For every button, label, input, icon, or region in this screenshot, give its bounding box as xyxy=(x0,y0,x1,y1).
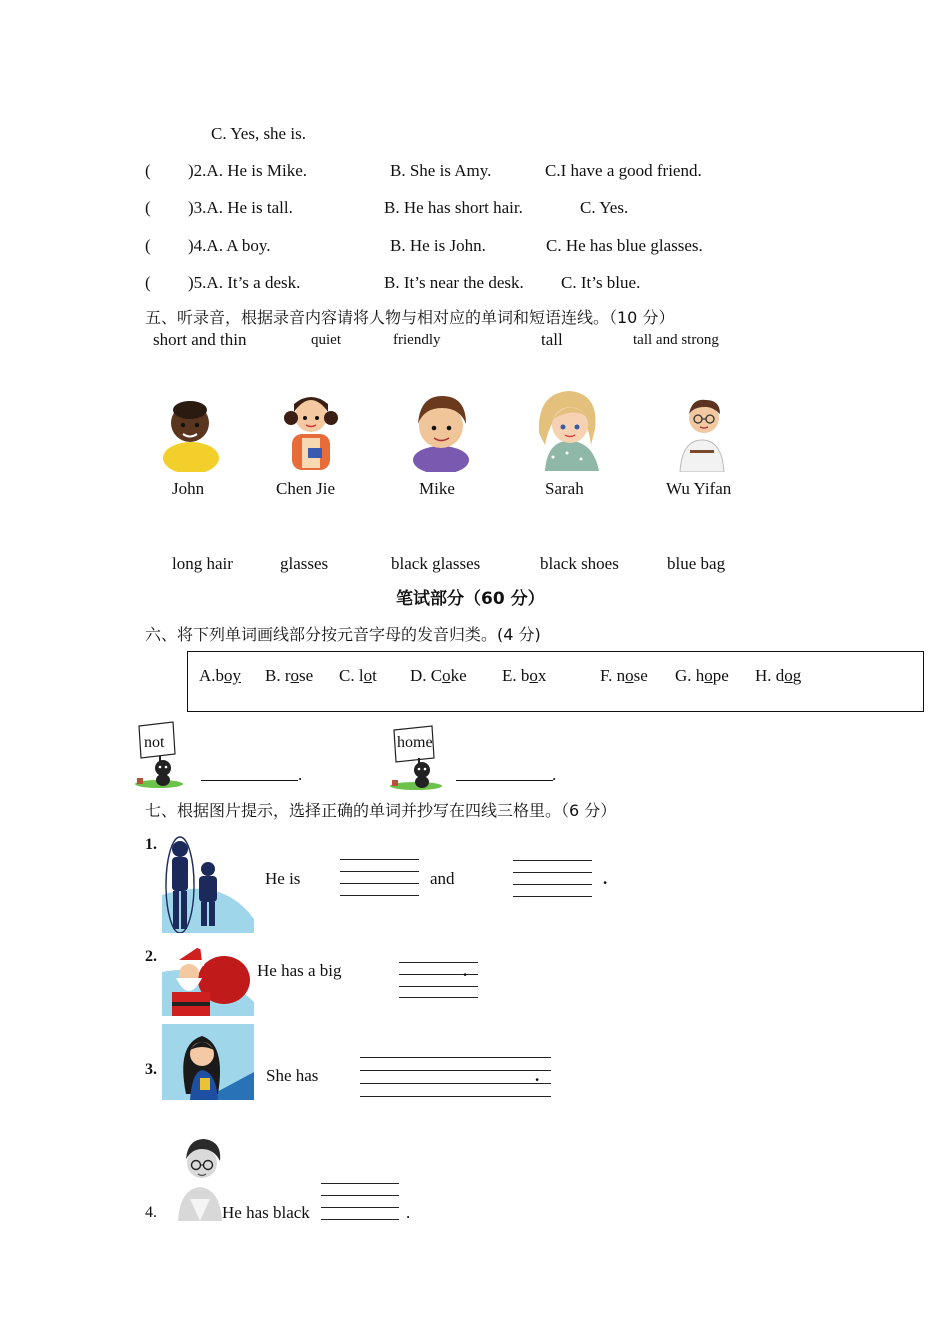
item1-writing-lines-1[interactable] xyxy=(340,859,419,896)
q2-option-c: C.I have a good friend. xyxy=(545,161,702,180)
name-mike: Mike xyxy=(419,479,455,498)
item4-text: He has black xyxy=(222,1203,310,1222)
q3-option-b: B. He has short hair. xyxy=(384,198,523,217)
name-john: John xyxy=(172,479,205,498)
item1-writing-lines-2[interactable] xyxy=(513,860,592,897)
written-section-title: 笔试部分（60 分） xyxy=(396,589,545,609)
q2-paren: ( xyxy=(145,161,151,180)
q2-option-b: B. She is Amy. xyxy=(390,161,492,180)
word-long-hair: long hair xyxy=(172,554,233,573)
word-h-dog: H. dog xyxy=(755,666,802,685)
word-friendly: friendly xyxy=(393,332,441,348)
boy-with-glasses-illustration xyxy=(176,1137,224,1221)
word-a-boy: A.boy xyxy=(199,666,242,685)
item3-number: 3. xyxy=(145,1061,157,1078)
answer-blank-home[interactable] xyxy=(456,780,553,781)
chen-jie-illustration xyxy=(278,390,344,472)
q5-option-b: B. It’s near the desk. xyxy=(384,273,524,292)
word-c-lot: C. lot xyxy=(339,666,377,685)
item1-period: . xyxy=(603,869,608,888)
q1-option-c: C. Yes, she is. xyxy=(211,124,306,143)
item1-text-he-is: He is xyxy=(265,869,301,888)
word-g-hope: G. hope xyxy=(675,666,729,685)
word-e-box: E. box xyxy=(502,666,547,685)
blank-period-1: . xyxy=(298,765,303,784)
q3-paren: ( xyxy=(145,198,151,217)
item2-number: 2. xyxy=(145,948,157,965)
item4-number: 4. xyxy=(145,1204,157,1221)
q2-option-a: )2.A. He is Mike. xyxy=(188,161,307,180)
word-blue-bag: blue bag xyxy=(667,554,726,573)
blank-period-2: . xyxy=(552,765,557,784)
word-glasses: glasses xyxy=(280,554,329,573)
sarah-illustration xyxy=(533,383,605,471)
item2-period: . xyxy=(463,961,468,980)
john-illustration xyxy=(160,398,222,472)
item3-period: . xyxy=(535,1066,540,1085)
item4-period: . xyxy=(406,1203,411,1222)
q3-option-a: )3.A. He is tall. xyxy=(188,198,293,217)
mike-illustration xyxy=(408,390,474,472)
item3-text: She has xyxy=(266,1066,319,1085)
section6-title: 六、将下列单词画线部分按元音字母的发音归类。(4 分) xyxy=(145,625,541,644)
word-short-and-thin: short and thin xyxy=(153,330,247,349)
q5-option-a: )5.A. It’s a desk. xyxy=(188,273,301,292)
q3-option-c: C. Yes. xyxy=(580,198,629,217)
item3-writing-lines[interactable] xyxy=(360,1057,551,1097)
q5-option-c: C. It’s blue. xyxy=(561,273,641,292)
long-hair-girl-illustration xyxy=(162,1024,254,1100)
answer-blank-not[interactable] xyxy=(201,780,298,781)
bear-sign-not-illustration xyxy=(133,720,185,790)
wu-yifan-illustration xyxy=(676,394,728,472)
q4-option-a: )4.A. A boy. xyxy=(188,236,271,255)
name-chen-jie: Chen Jie xyxy=(276,479,336,498)
q4-option-b: B. He is John. xyxy=(390,236,486,255)
name-sarah: Sarah xyxy=(545,479,584,498)
word-black-glasses: black glasses xyxy=(391,554,481,573)
q4-option-c: C. He has blue glasses. xyxy=(546,236,703,255)
sign-not: not xyxy=(144,734,165,751)
q5-paren: ( xyxy=(145,273,151,292)
q4-paren: ( xyxy=(145,236,151,255)
item1-text-and: and xyxy=(430,869,455,888)
section5-title: 五、听录音，根据录音内容请将人物与相对应的单词和短语连线。（10 分） xyxy=(145,308,675,327)
word-tall-and-strong: tall and strong xyxy=(633,332,719,348)
word-d-coke: D. Coke xyxy=(410,666,467,685)
sign-home: home xyxy=(397,734,433,751)
name-wu-yifan: Wu Yifan xyxy=(666,479,732,498)
word-quiet: quiet xyxy=(311,332,341,348)
word-tall: tall xyxy=(541,330,563,349)
word-black-shoes: black shoes xyxy=(540,554,619,573)
tall-and-short-illustration xyxy=(162,835,254,933)
word-b-rose: B. rose xyxy=(265,666,314,685)
santa-big-bag-illustration xyxy=(162,942,254,1016)
item4-writing-lines[interactable] xyxy=(321,1183,399,1220)
section7-title: 七、根据图片提示，选择正确的单词并抄写在四线三格里。（6 分） xyxy=(145,801,617,820)
word-f-nose: F. nose xyxy=(600,666,648,685)
item1-number: 1. xyxy=(145,836,157,853)
item2-text: He has a big xyxy=(257,961,342,980)
